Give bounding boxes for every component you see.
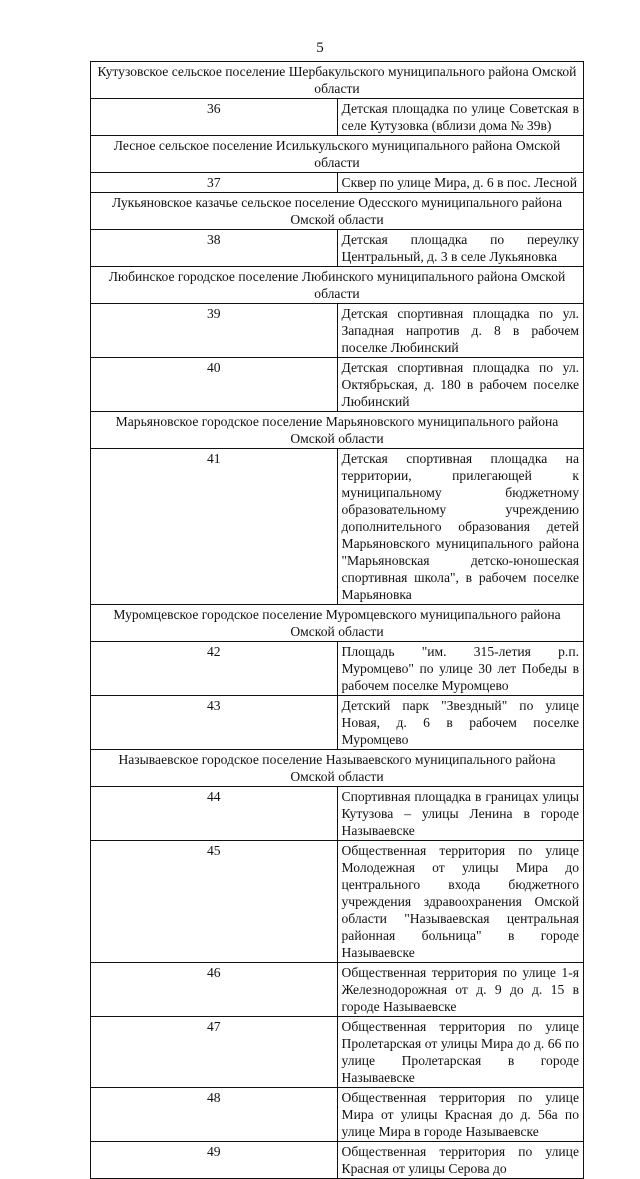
- section-heading: Называевское городское поселение Называевского муниципального района Омской области: [91, 750, 584, 787]
- section-heading: Марьяновское городское поселение Марьяновского муниципального района Омской области: [91, 412, 584, 449]
- row-text: Детский парк "Звездный" по улице Новая, д. 6 в рабочем поселке Муромцево: [337, 696, 584, 750]
- section-row: [91, 605, 584, 642]
- table-row: [91, 787, 584, 841]
- table-row: [91, 1142, 584, 1179]
- row-text: Общественная территория по улице 1-я Железнодорожная от д. 9 до д. 15 в городе Называевске: [337, 963, 584, 1017]
- row-number: 49: [91, 1142, 338, 1179]
- row-text: Сквер по улице Мира, д. 6 в пос. Лесной: [337, 173, 584, 193]
- section-heading: Лесное сельское поселение Исилькульского муниципального района Омской области: [91, 136, 584, 173]
- row-number: 47: [91, 1017, 338, 1088]
- table-row: [91, 99, 584, 136]
- section-row: [91, 193, 584, 230]
- section-row: [91, 62, 584, 99]
- table-row: [91, 696, 584, 750]
- row-text: Спортивная площадка в границах улицы Кутузова – улицы Ленина в городе Называевске: [337, 787, 584, 841]
- row-text: Общественная территория по улице Молодежная от улицы Мира до центрального входа бюджетного учреждения здравоохранения Омской области "Называевская центральная районная больница" в городе Называевске: [337, 841, 584, 963]
- section-row: [91, 267, 584, 304]
- row-number: 44: [91, 787, 338, 841]
- row-text: Общественная территория по улице Мира от улицы Красная до д. 56а по улице Мира в городе Называевске: [337, 1088, 584, 1142]
- section-heading: Лукьяновское казачье сельское поселение Одесского муниципального района Омской области: [91, 193, 584, 230]
- table-row: [91, 1017, 584, 1088]
- territories-table: [90, 61, 584, 1179]
- table-row: [91, 449, 584, 605]
- row-text: Детская спортивная площадка на территории, прилегающей к муниципальному бюджетному образовательному учреждению дополнительного образования детей Марьяновского муниципального района "Марьяновская детско-юношеская спортивная школа", в рабочем поселке Марьяновка: [337, 449, 584, 605]
- row-text: Общественная территория по улице Красная от улицы Серова до: [337, 1142, 584, 1179]
- row-number: 38: [91, 230, 338, 267]
- row-number: 39: [91, 304, 338, 358]
- row-number: 41: [91, 449, 338, 605]
- table-row: [91, 841, 584, 963]
- section-heading: Кутузовское сельское поселение Шербакульского муниципального района Омской области: [91, 62, 584, 99]
- row-number: 48: [91, 1088, 338, 1142]
- row-number: 46: [91, 963, 338, 1017]
- row-number: 43: [91, 696, 338, 750]
- row-text: Детская площадка по улице Советская в селе Кутузовка (вблизи дома № 39в): [337, 99, 584, 136]
- table-row: [91, 173, 584, 193]
- row-text: Детская спортивная площадка по ул. Октябрьская, д. 180 в рабочем поселке Любинский: [337, 358, 584, 412]
- section-row: [91, 136, 584, 173]
- section-row: [91, 412, 584, 449]
- row-number: 40: [91, 358, 338, 412]
- row-number: 37: [91, 173, 338, 193]
- row-text: Общественная территория по улице Пролетарская от улицы Мира до д. 66 по улице Пролетарская в городе Называевске: [337, 1017, 584, 1088]
- row-number: 36: [91, 99, 338, 136]
- table-row: [91, 304, 584, 358]
- page-number: 5: [316, 40, 324, 56]
- row-text: Площадь "им. 315-летия р.п. Муромцево" по улице 30 лет Победы в рабочем поселке Муромцево: [337, 642, 584, 696]
- table-row: [91, 230, 584, 267]
- section-row: [91, 750, 584, 787]
- section-heading: Любинское городское поселение Любинского муниципального района Омской области: [91, 267, 584, 304]
- row-number: 42: [91, 642, 338, 696]
- table-row: [91, 1088, 584, 1142]
- row-text: Детская площадка по переулку Центральный, д. 3 в селе Лукьяновка: [337, 230, 584, 267]
- section-heading: Муромцевское городское поселение Муромцевского муниципального района Омской области: [91, 605, 584, 642]
- table-row: [91, 642, 584, 696]
- row-text: Детская спортивная площадка по ул. Западная напротив д. 8 в рабочем поселке Любинский: [337, 304, 584, 358]
- table-row: [91, 358, 584, 412]
- row-number: 45: [91, 841, 338, 963]
- table-row: [91, 963, 584, 1017]
